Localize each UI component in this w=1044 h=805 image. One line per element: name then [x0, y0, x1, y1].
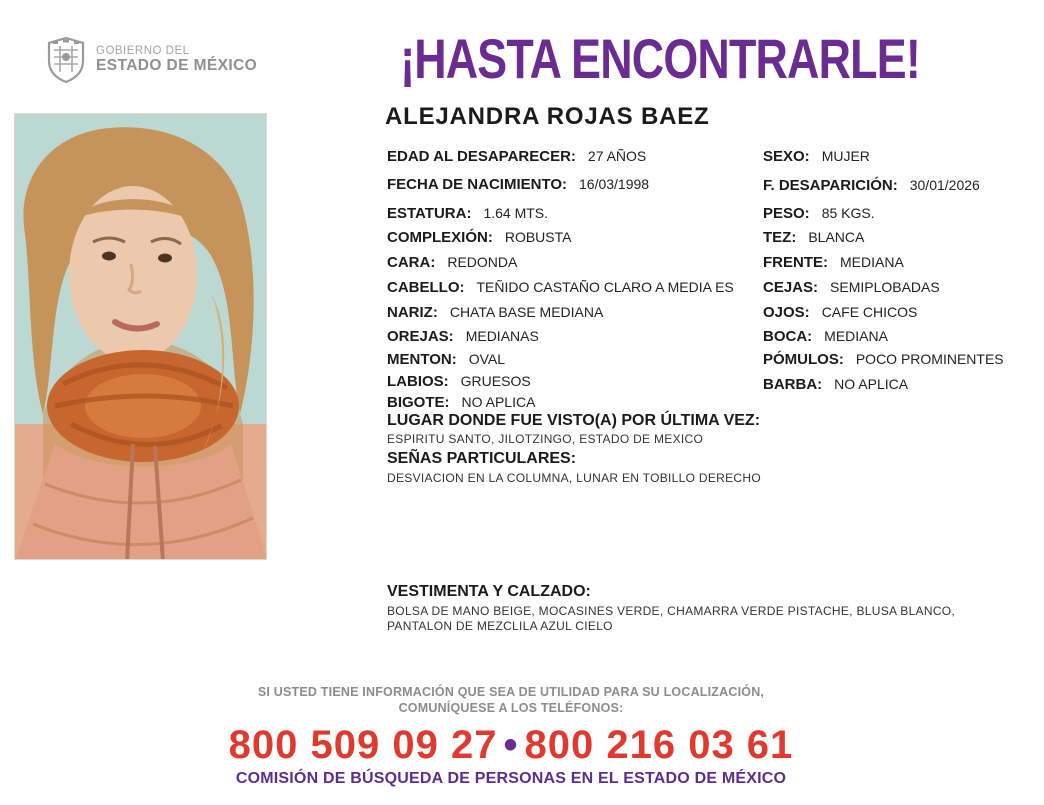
particular-signs-text: DESVIACION EN LA COLUMNA, LUNAR EN TOBILLO DERECHO [387, 471, 761, 485]
field-value: REDONDA [447, 254, 518, 270]
field-label: OREJAS: [387, 328, 454, 345]
field-row-frente [763, 254, 904, 272]
field-value: 85 KGS. [821, 205, 875, 221]
field-label: CABELLO: [387, 279, 465, 296]
bullet-separator-icon: • [503, 723, 519, 767]
field-label: MENTON: [387, 351, 457, 368]
field-row-complexion [387, 229, 571, 247]
field-label: COMPLEXIÓN: [387, 229, 493, 246]
phone-number-1: 800 509 09 27 [228, 723, 498, 767]
field-row-peso [763, 205, 875, 223]
field-value: 30/01/2026 [909, 177, 980, 193]
missing-person-photo [14, 113, 267, 560]
person-name: ALEJANDRA ROJAS BAEZ [385, 103, 710, 130]
field-label: FECHA DE NACIMIENTO: [387, 176, 567, 193]
field-label: BIGOTE: [387, 394, 450, 411]
field-value: CAFE CHICOS [821, 304, 918, 320]
field-value: SEMIPLOBADAS [830, 279, 940, 295]
clothing-text: BOLSA DE MANO BEIGE, MOCASINES VERDE, CHAMARRA VERDE PISTACHE, BLUSA BLANCO, PANTALON DE MEZCLILA AZUL CIELO [387, 604, 956, 633]
commission-name: COMISIÓN DE BÚSQUEDA DE PERSONAS EN EL ESTADO DE MÉXICO [235, 770, 787, 787]
footer-info-line1: SI USTED TIENE INFORMACIÓN QUE SEA DE UTILIDAD PARA SU LOCALIZACIÓN, [257, 685, 765, 699]
logo-line1: GOBIERNO DEL [96, 45, 190, 57]
field-row-nariz [387, 304, 603, 322]
field-value: POCO PROMINENTES [855, 351, 1004, 367]
field-label: NARIZ: [387, 304, 438, 321]
field-label: FRENTE: [763, 254, 828, 271]
field-row-labios [387, 373, 531, 391]
field-value: CHATA BASE MEDIANA [449, 304, 604, 320]
field-value: MUJER [821, 148, 870, 164]
phone-number-2: 800 216 03 61 [524, 723, 794, 767]
logo-line2: ESTADO DE MÉXICO [96, 57, 258, 74]
field-row-nacimiento [387, 176, 649, 194]
field-value: ROBUSTA [504, 229, 572, 245]
field-row-cejas [763, 279, 940, 297]
field-value: GRUESOS [460, 373, 531, 389]
field-value: BLANCA [808, 229, 865, 245]
estado-de-mexico-shield-icon [46, 36, 86, 84]
field-value: MEDIANA [824, 328, 888, 344]
field-row-edad [387, 148, 646, 166]
field-value: TEÑIDO CASTAÑO CLARO A MEDIA ES [476, 279, 734, 295]
field-row-pomulos [763, 351, 1004, 369]
field-value: MEDIANA [840, 254, 904, 270]
particular-signs-heading: SEÑAS PARTICULARES: [387, 450, 577, 467]
field-row-estatura [387, 205, 548, 223]
field-row-menton [387, 351, 505, 369]
field-label: ESTATURA: [387, 205, 472, 222]
field-row-cabello [387, 279, 734, 297]
field-value: 27 AÑOS [587, 148, 647, 164]
field-value: NO APLICA [834, 376, 909, 392]
field-row-barba [763, 376, 908, 394]
field-row-desaparicion [763, 177, 980, 195]
field-label: BOCA: [763, 328, 813, 345]
field-value: MEDIANAS [465, 328, 539, 344]
field-label: LABIOS: [387, 373, 449, 390]
portrait-placeholder-image [15, 114, 267, 560]
poster-slogan: ¡HASTA ENCONTRARLE! [400, 27, 920, 90]
last-seen-heading: LUGAR DONDE FUE VISTO(A) POR ÚLTIMA VEZ: [387, 412, 761, 429]
field-label: PESO: [763, 205, 810, 222]
field-value: OVAL [468, 351, 506, 367]
field-row-tez [763, 229, 864, 247]
field-label: CEJAS: [763, 279, 819, 296]
field-value: 1.64 MTS. [483, 205, 549, 221]
field-label: CARA: [387, 254, 436, 271]
clothing-heading: VESTIMENTA Y CALZADO: [387, 583, 591, 600]
field-row-ojos [763, 304, 917, 322]
field-label: TEZ: [763, 229, 797, 246]
field-row-boca [763, 328, 888, 346]
field-value: NO APLICA [461, 394, 536, 410]
logo-text [96, 45, 257, 75]
phone-numbers [0, 723, 1022, 768]
government-logo [46, 36, 257, 84]
field-row-orejas [387, 328, 539, 346]
field-label: PÓMULOS: [763, 351, 844, 368]
field-label: F. DESAPARICIÓN: [763, 177, 898, 194]
footer [0, 684, 1022, 788]
last-seen-text: ESPIRITU SANTO, JILOTZINGO, ESTADO DE MEXICO [387, 432, 704, 446]
field-row-sexo [763, 148, 870, 166]
footer-info-line2: COMUNÍQUESE A LOS TELÉFONOS: [398, 701, 624, 715]
field-label: OJOS: [763, 304, 810, 321]
field-label: SEXO: [763, 148, 810, 165]
field-row-cara [387, 254, 517, 272]
field-value: 16/03/1998 [579, 176, 650, 192]
field-label: EDAD AL DESAPARECER: [387, 148, 576, 165]
field-label: BARBA: [763, 376, 823, 393]
field-row-bigote [387, 394, 535, 412]
